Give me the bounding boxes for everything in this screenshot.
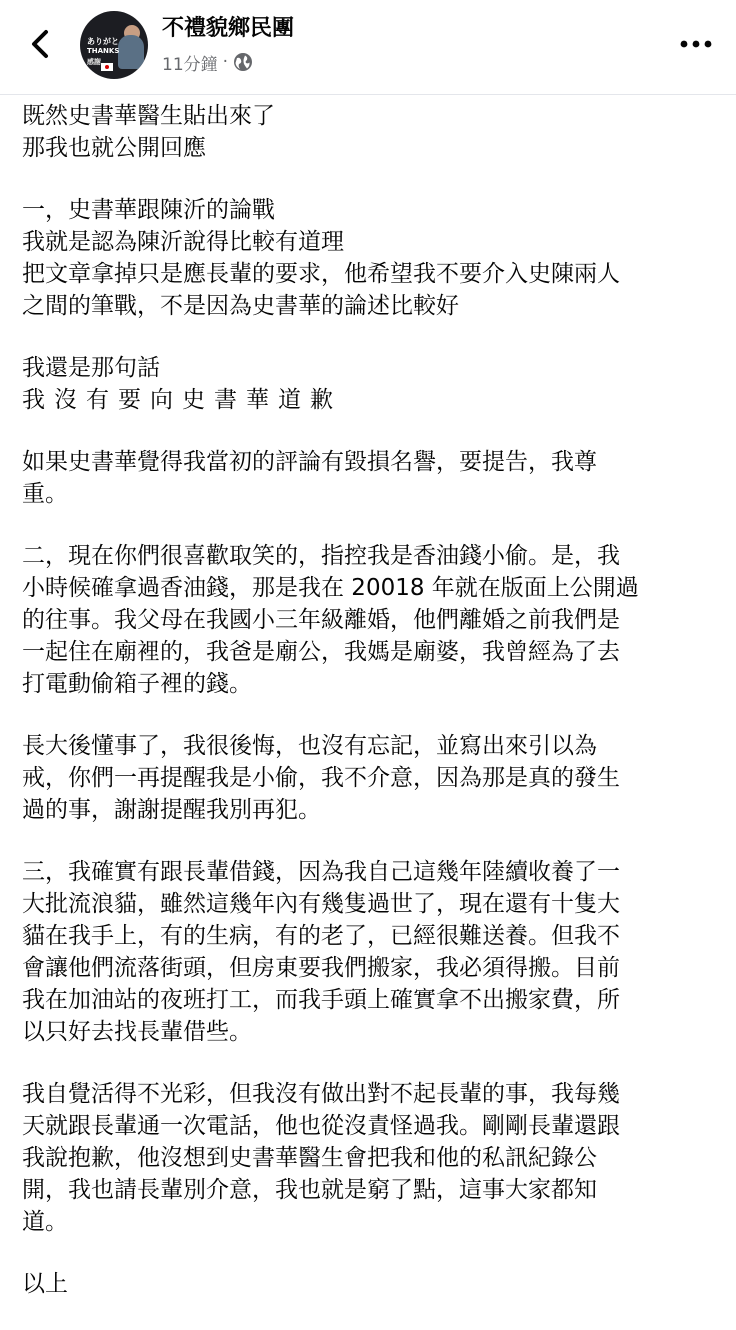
globe-icon xyxy=(233,52,253,72)
post-line: 三，我確實有跟長輩借錢，因為我自己這幾年陸續收養了一 xyxy=(22,859,620,885)
post-line: 的往事。我父母在我國小三年級離婚，他們離婚之前我們是 xyxy=(22,607,620,633)
post-line: 打電動偷箱子裡的錢。 xyxy=(22,671,252,697)
post-paragraph xyxy=(22,352,722,416)
page-avatar[interactable] xyxy=(80,11,148,79)
post-meta xyxy=(162,50,253,74)
post-line: 如果史書華覺得我當初的評論有毀損名譽，要提告，我尊 xyxy=(22,449,597,475)
post-line: 小時候確拿過香油錢，那是我在 20018 年就在版面上公開過 xyxy=(22,575,639,601)
post-body xyxy=(22,100,722,1330)
post-paragraph xyxy=(22,194,722,322)
post-line: 過的事，謝謝提醒我別再犯。 xyxy=(22,797,321,823)
post-line: 我說抱歉，他沒想到史書華醫生會把我和他的私訊紀錄公 xyxy=(22,1145,597,1171)
post-line: 一起住在廟裡的，我爸是廟公，我媽是廟婆，我曾經為了去 xyxy=(22,639,620,665)
post-line: 重。 xyxy=(22,481,68,507)
post-line: 以上 xyxy=(22,1271,68,1297)
avatar-text-1: ありがと xyxy=(87,37,119,46)
avatar-text-2: THANKS xyxy=(87,47,120,55)
post-line: 一，史書華跟陳沂的論戰 xyxy=(22,197,275,223)
post-line: 大批流浪貓，雖然這幾年內有幾隻過世了，現在還有十隻大 xyxy=(22,891,620,917)
post-line: 貓在我手上，有的生病，有的老了，已經很難送養。但我不 xyxy=(22,923,620,949)
post-line: 我就是認為陳沂說得比較有道理 xyxy=(22,229,344,255)
post-line: 我沒有要向史書華道歉 xyxy=(22,387,342,413)
post-paragraph xyxy=(22,856,722,1048)
post-line: 道。 xyxy=(22,1209,68,1235)
post-line: 以只好去找長輩借些。 xyxy=(22,1019,252,1045)
avatar-text-3: 感謝 xyxy=(87,58,101,66)
post-paragraph xyxy=(22,1268,722,1300)
post-line: 長大後懂事了，我很後悔，也沒有忘記，並寫出來引以為 xyxy=(22,733,597,759)
post-line: 天就跟長輩通一次電話，他也從沒責怪過我。剛剛長輩還跟 xyxy=(22,1113,620,1139)
more-horizontal-icon xyxy=(680,40,712,48)
japan-flag-icon xyxy=(101,63,113,71)
post-paragraph xyxy=(22,100,722,164)
header-divider xyxy=(0,94,736,95)
post-line: 之間的筆戰，不是因為史書華的論述比較好 xyxy=(22,293,459,319)
post-line: 二，現在你們很喜歡取笑的，指控我是香油錢小偷。是，我 xyxy=(22,543,620,569)
back-button[interactable] xyxy=(22,24,58,64)
post-timestamp[interactable]: 11分鐘 xyxy=(162,54,218,75)
post-line: 把文章拿掉只是應長輩的要求，他希望我不要介入史陳兩人 xyxy=(22,261,620,287)
more-options-button[interactable] xyxy=(676,32,716,56)
post-line: 開，我也請長輩別介意，我也就是窮了點，這事大家都知 xyxy=(22,1177,597,1203)
post-paragraph xyxy=(22,730,722,826)
post-line: 戒，你們一再提醒我是小偷，我不介意，因為那是真的發生 xyxy=(22,765,620,791)
post-line: 既然史書華醫生貼出來了 xyxy=(22,103,275,129)
post-line: 我還是那句話 xyxy=(22,355,160,381)
post-header xyxy=(0,0,736,92)
page-name[interactable]: 不禮貌鄉民團 xyxy=(162,16,295,41)
post-line: 我在加油站的夜班打工，而我手頭上確實拿不出搬家費，所 xyxy=(22,987,620,1013)
post-line: 那我也就公開回應 xyxy=(22,135,206,161)
post-paragraph xyxy=(22,446,722,510)
post-paragraph xyxy=(22,540,722,700)
post-line: 會讓他們流落街頭，但房東要我們搬家，我必須得搬。目前 xyxy=(22,955,620,981)
post-line: 我自覺活得不光彩，但我沒有做出對不起長輩的事，我每幾 xyxy=(22,1081,620,1107)
meta-separator: · xyxy=(222,52,229,72)
post-paragraph xyxy=(22,1078,722,1238)
avatar-figure-body xyxy=(118,35,144,69)
chevron-left-icon xyxy=(29,28,51,60)
